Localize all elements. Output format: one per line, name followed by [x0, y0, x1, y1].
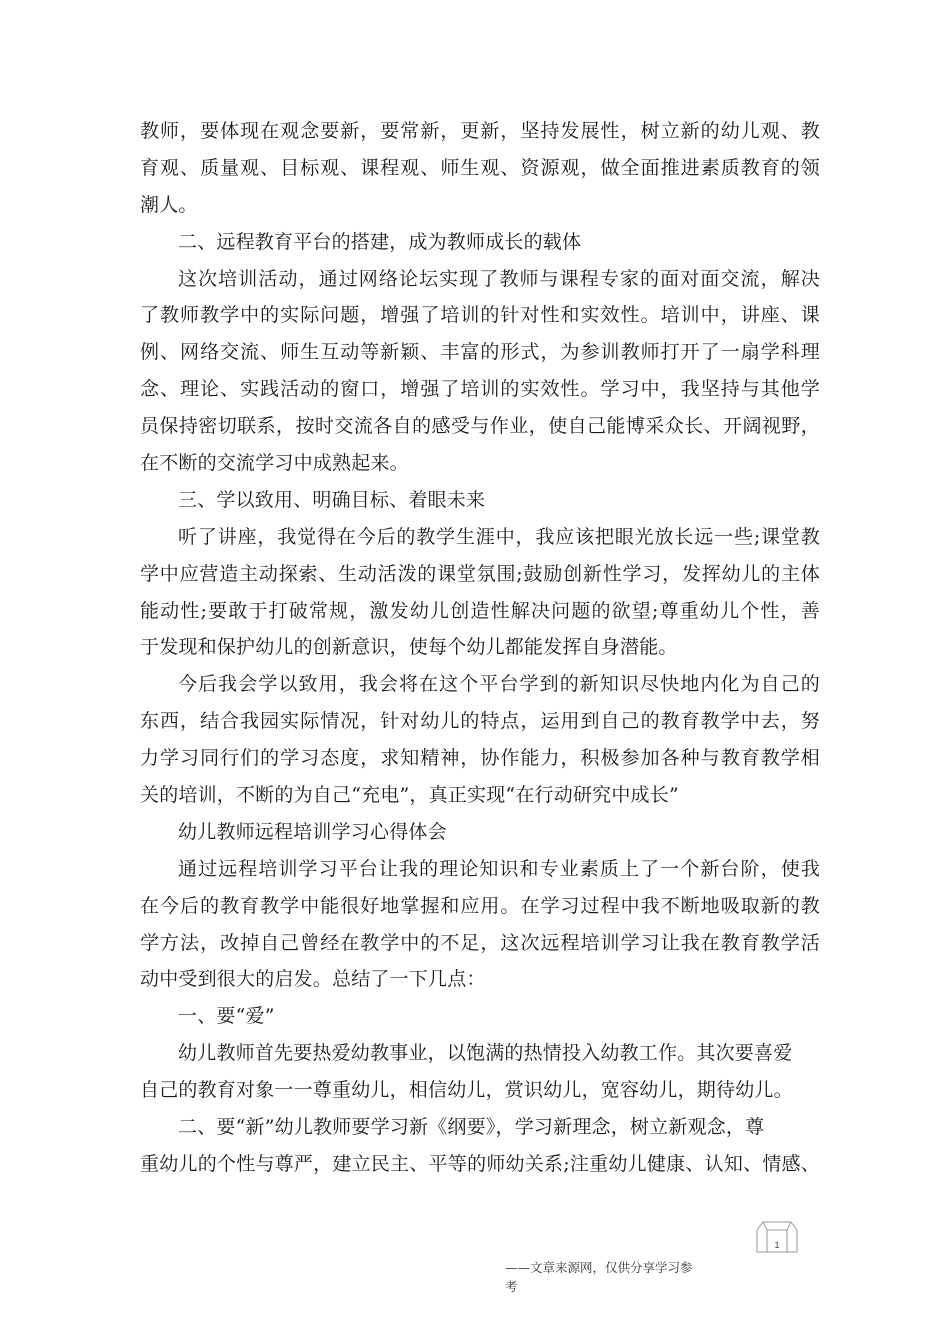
text-line: 潮人。 [140, 193, 198, 216]
page-number: 1 [774, 1240, 780, 1250]
text-line: 学方法，改掉自己曾经在教学中的不足，这次远程培训学习让我在教育教学活 [140, 931, 820, 954]
text-line: 关的培训，不断的为自己“充电”，真正实现“在行动研究中成长” [140, 784, 679, 807]
document-body [140, 113, 820, 1183]
footer-line-1: ——文章来源网，仅供分享学习参 [505, 1260, 693, 1275]
page-number-icon [755, 1218, 799, 1254]
text-line: 在今后的教育教学中能很好地掌握和应用。在学习过程中我不断地吸取新的教 [140, 894, 820, 917]
text-line: 教师，要体现在观念要新，要常新，更新，坚持发展性，树立新的幼儿观、教 [140, 120, 820, 142]
text-line: 通过远程培训学习平台让我的理论知识和专业素质上了一个新台阶，使我 [178, 857, 820, 880]
text-line: 动中受到很大的启发。总结了一下几点： [140, 968, 486, 991]
text-line: 于发现和保护幼儿的创新意识，使每个幼儿都能发挥自身潜能。 [140, 636, 678, 659]
text-line: 育观、质量观、目标观、课程观、师生观、资源观，做全面推进素质教育的领 [140, 156, 820, 179]
text-line: 重幼儿的个性与尊严，建立民主、平等的师幼关系;注重幼儿健康、认知、情感、 [140, 1152, 820, 1175]
text-line: 今后我会学以致用，我会将在这个平台学到的新知识尽快地内化为自己的 [178, 673, 820, 696]
text-line: 了教师教学中的实际问题，增强了培训的针对性和实效性。培训中，讲座、课 [140, 304, 820, 327]
text-line: 二、远程教育平台的搭建，成为教师成长的载体 [178, 230, 582, 253]
text-line: 例、网络交流、师生互动等新颖、丰富的形式，为参训教师打开了一扇学科理 [140, 341, 820, 364]
text-line: 东西，结合我园实际情况，针对幼儿的特点，运用到自己的教育教学中去，努 [140, 710, 820, 733]
text-line: 力学习同行们的学习态度，求知精神，协作能力，积极参加各种与教育教学相 [140, 747, 820, 770]
text-line: 幼儿教师首先要热爱幼教事业，以饱满的热情投入幼教工作。其次要喜爱 [178, 1042, 793, 1065]
text-line: 一、要“爱” [178, 1005, 275, 1028]
text-line: 念、理论、实践活动的窗口，增强了培训的实效性。学习中，我坚持与其他学 [140, 378, 820, 401]
text-line: 幼儿教师远程培训学习心得体会 [178, 820, 447, 843]
text-line: 能动性;要敢于打破常规，激发幼儿创造性解决问题的欲望;尊重幼儿个性，善 [140, 599, 820, 622]
text-line: 三、学以致用、明确目标、着眼未来 [178, 488, 486, 511]
text-line: 这次培训活动，通过网络论坛实现了教师与课程专家的面对面交流，解决 [178, 267, 820, 290]
text-line: 学中应营造主动探索、生动活泼的课堂氛围;鼓励创新性学习，发挥幼儿的主体 [140, 562, 820, 585]
text-line: 在不断的交流学习中成熟起来。 [140, 452, 409, 475]
text-line: 自己的教育对象一一尊重幼儿，相信幼儿，赏识幼儿，宽容幼儿，期待幼儿。 [140, 1079, 793, 1102]
text-line: 二、要“新”幼儿教师要学习新《纲要》，学习新理念，树立新观念，尊 [178, 1116, 765, 1139]
footer-line-2: 考 [505, 1279, 518, 1294]
text-line: 员保持密切联系，按时交流各自的感受与作业，使自己能博采众长、开阔视野， [140, 415, 820, 438]
footer-note [505, 1258, 735, 1296]
text-line: 听了讲座，我觉得在今后的教学生涯中，我应该把眼光放长远一些;课堂教 [178, 525, 820, 548]
